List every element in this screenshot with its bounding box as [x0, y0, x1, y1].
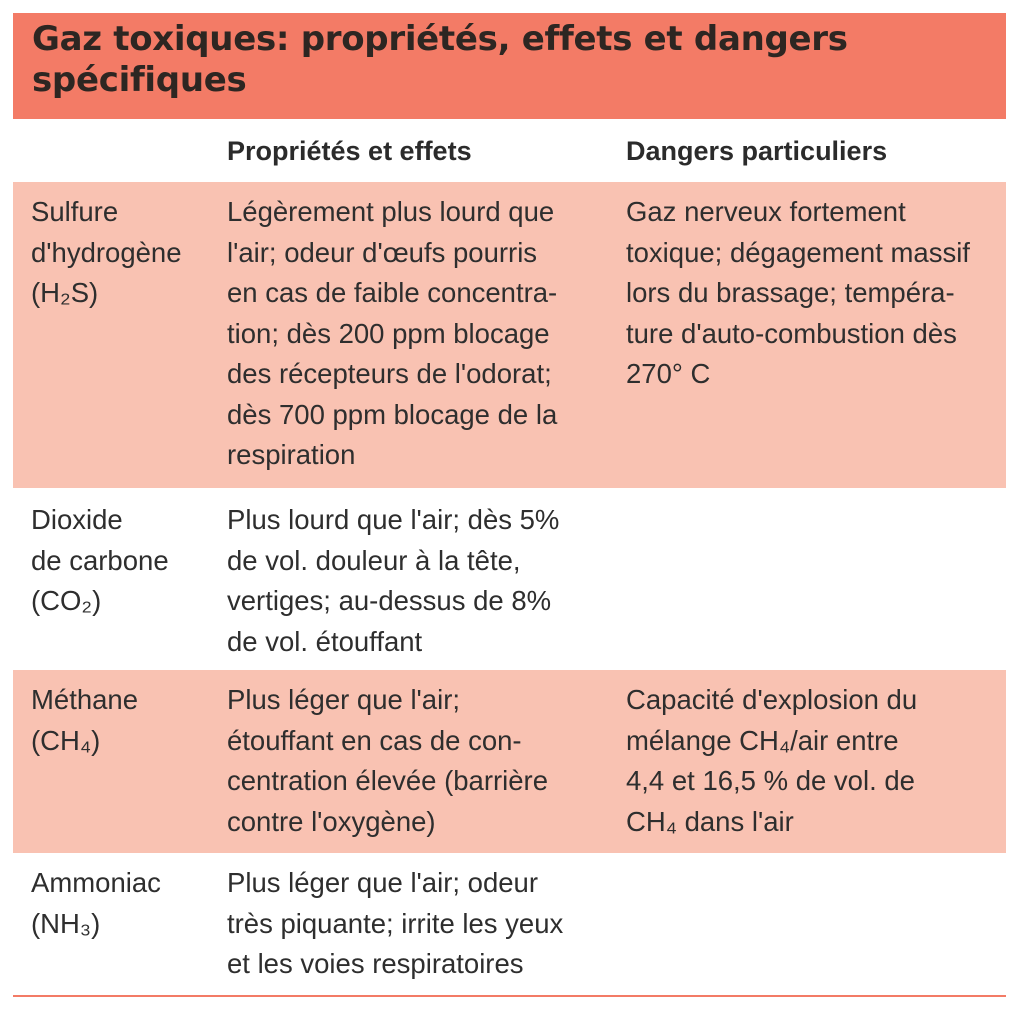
title-band — [13, 13, 1006, 119]
cell-dangers — [607, 500, 1006, 670]
table-row-co2 — [13, 488, 1006, 670]
gas-table-sheet — [13, 13, 1006, 997]
table-row-nh3 — [13, 853, 1006, 995]
table-header-row — [13, 119, 1006, 182]
header-dangers: Dangers particuliers — [626, 136, 888, 167]
header-substance — [13, 150, 208, 152]
cell-properties: Plus léger que l'air; étouffant en cas de con- centration élevée (barrière contre l'oxygène) — [227, 684, 549, 837]
cell-substance: Sulfure d'hydrogène (H₂S) — [31, 196, 182, 308]
table-row-ch4 — [13, 670, 1006, 853]
cell-substance: Dioxide de carbone (CO₂) — [31, 504, 169, 616]
cell-substance: Ammoniac (NH₃) — [31, 867, 161, 939]
header-properties: Propriétés et effets — [227, 136, 472, 167]
cell-properties: Plus léger que l'air; odeur très piquante; irrite les yeux et les voies respiratoires — [227, 867, 564, 979]
bottom-rule — [13, 995, 1006, 997]
cell-dangers — [607, 863, 1006, 995]
cell-properties: Légèrement plus lourd que l'air; odeur d'œufs pourris en cas de faible concentra- tion; dès 200 ppm blocage des récepteurs de l'odorat; dès 700 ppm blocage de la respiration — [227, 196, 558, 470]
cell-substance: Méthane (CH₄) — [31, 684, 139, 756]
cell-properties: Plus lourd que l'air; dès 5% de vol. douleur à la tête, vertiges; au-dessus de 8% de vol. étouffant — [227, 504, 560, 657]
table-title: Gaz toxiques: propriétés, effets et dangers spécifiques — [32, 19, 848, 100]
cell-dangers: Capacité d'explosion du mélange CH₄/air entre 4,4 et 16,5 % de vol. de CH₄ dans l'air — [626, 684, 918, 837]
gas-table — [13, 119, 1006, 995]
cell-dangers: Gaz nerveux fortement toxique; dégagement massif lors du brassage; tempéra- ture d'auto-combustion dès 270° C — [626, 196, 970, 389]
table-row-h2s — [13, 182, 1006, 488]
